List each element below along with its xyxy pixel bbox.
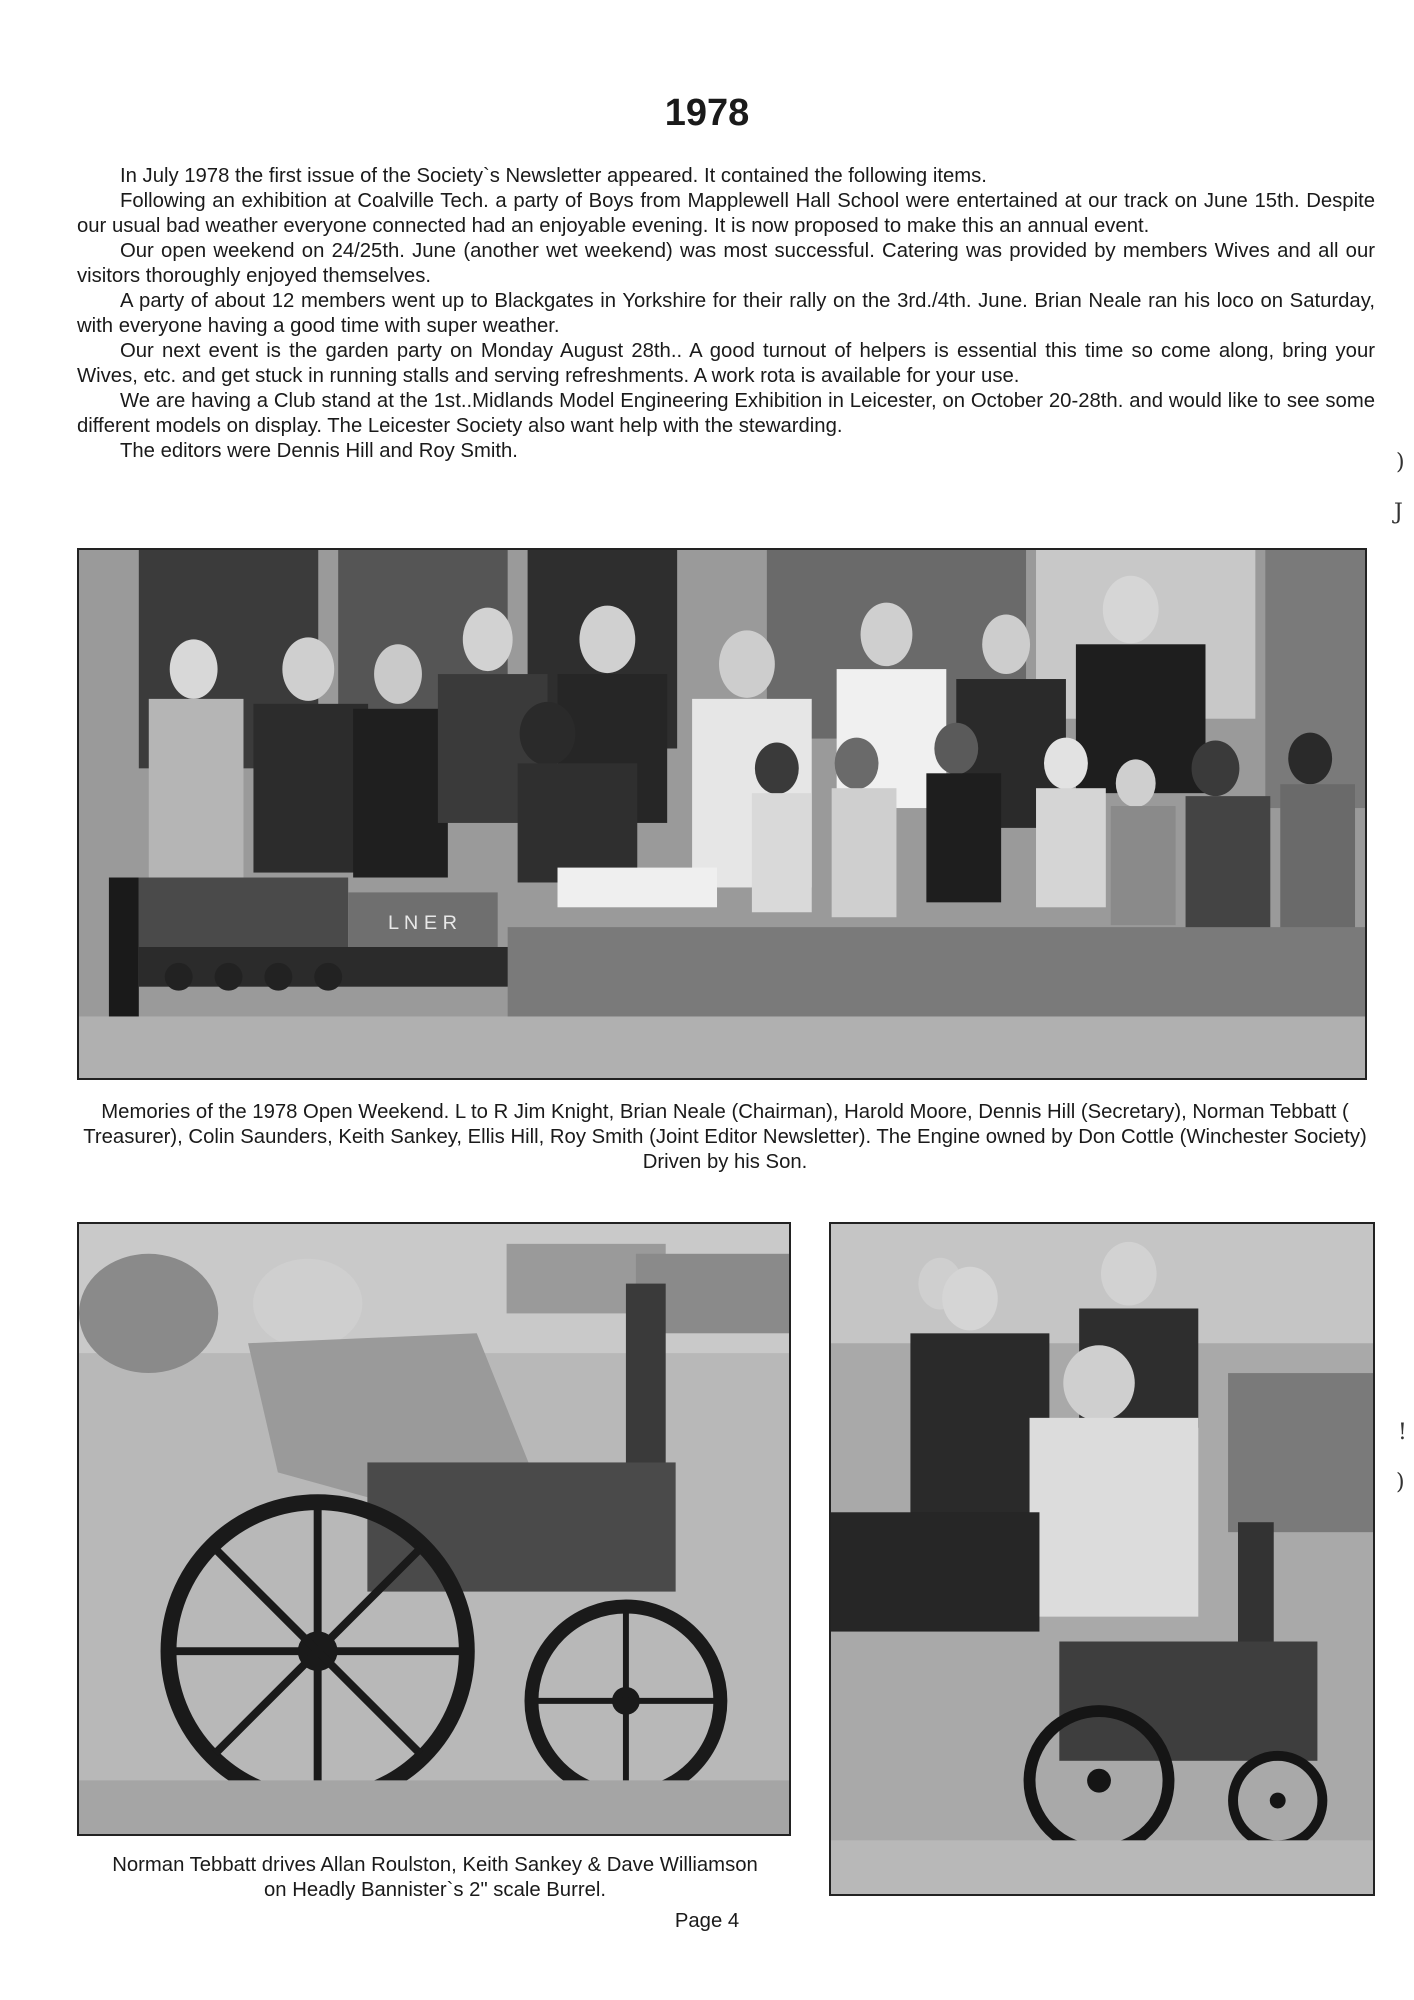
- page-title: 1978: [664, 92, 750, 134]
- group-photo-caption: Memories of the 1978 Open Weekend. L to R Jim Knight, Brian Neale (Chairman), Harold Moore, Dennis Hill (Secretary), Norman Tebbatt ( Treasurer), Colin Saunders, Keith Sankey, Ellis Hill, Roy Smith (Joint Editor Newsletter). The Engine owned by Don Cottle (Winchester Society) Driven by his Son.: [83, 1101, 1367, 1173]
- tender-lettering: L N E R: [388, 912, 458, 935]
- paragraph-intro: In July 1978 the first issue of the Society`s Newsletter appeared. It contained the following items.: [120, 165, 987, 187]
- margin-mark: J: [1394, 500, 1403, 525]
- article-body: [77, 164, 1375, 464]
- paragraph-school-visit: Following an exhibition at Coalville Tech. a party of Boys from Mapplewell Hall School were entertained at our track on June 15th. Despite our usual bad weather everyone connected had an enjoyable evening. It is now proposed to make this an annual event.: [77, 190, 1375, 237]
- ride-on-engine-photo: [829, 1222, 1375, 1896]
- margin-mark: ): [1396, 1470, 1405, 1495]
- group-photo: [77, 548, 1367, 1080]
- traction-engine-caption: Norman Tebbatt drives Allan Roulston, Keith Sankey & Dave Williamson on Headly Bannister`s 2" scale Burrel.: [112, 1854, 758, 1901]
- margin-mark: !: [1398, 1420, 1407, 1445]
- page-number: Page 4: [674, 1910, 740, 1932]
- ride-on-engine-illustration: [831, 1224, 1373, 1894]
- paragraph-exhibition: We are having a Club stand at the 1st..Midlands Model Engineering Exhibition in Leicester, on October 20-28th. and would like to see some different models on display. The Leicester Society also want help with the stewarding.: [77, 390, 1375, 437]
- group-photo-illustration: [79, 550, 1365, 1078]
- paragraph-open-weekend: Our open weekend on 24/25th. June (another wet weekend) was most successful. Catering was provided by members Wives and all our visitors thoroughly enjoyed themselves.: [77, 240, 1375, 287]
- traction-engine-photo: [77, 1222, 791, 1836]
- paragraph-editors: The editors were Dennis Hill and Roy Smith.: [120, 440, 518, 462]
- paragraph-garden-party: Our next event is the garden party on Monday August 28th.. A good turnout of helpers is essential this time so come along, bring your Wives, etc. and get stuck in running stalls and serving refreshments. A work rota is available for your use.: [77, 340, 1375, 387]
- margin-mark: ): [1396, 450, 1405, 475]
- traction-engine-illustration: [79, 1224, 789, 1834]
- paragraph-blackgates: A party of about 12 members went up to Blackgates in Yorkshire for their rally on the 3rd./4th. June. Brian Neale ran his loco on Saturday, with everyone having a good time with super weather.: [77, 290, 1375, 337]
